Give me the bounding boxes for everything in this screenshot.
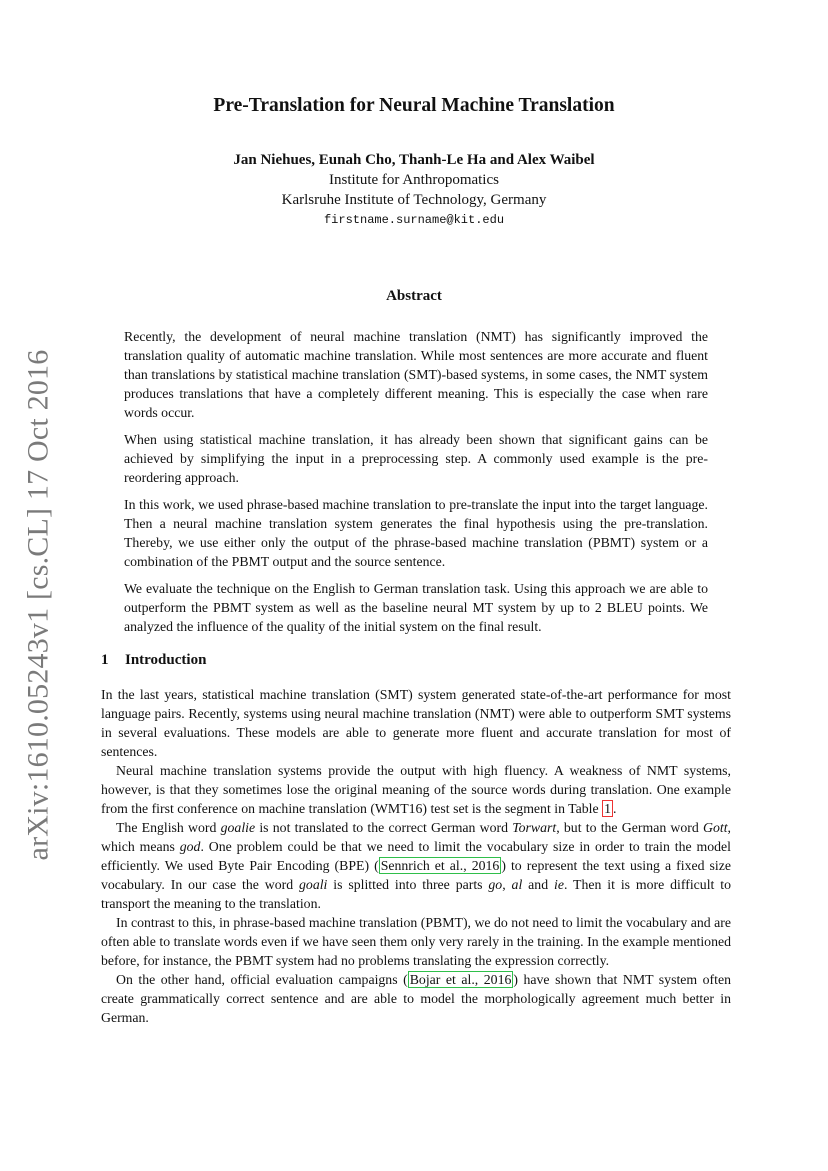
intro-paragraph-3 xyxy=(101,818,731,913)
term-gott: Gott xyxy=(703,820,728,835)
abstract-paragraph-3: In this work, we used phrase-based machine translation to pre-translate the input into the target language. Then a neural machine translation system generates the final hypothesis using the pre-translation. Thereby, we use either only the output of the phrase-based machine translation (PBMT) system or a combination of the PBMT output and the source sentence. xyxy=(124,497,708,569)
text-span: Neural machine translation systems provide the output with high fluency. A weakness of NMT systems, however, is that they sometimes lose the original meaning of the source words during translation. One example from the first conference on machine translation (WMT16) test set is the segment in Table xyxy=(101,763,731,816)
term-goali: goali xyxy=(299,877,328,892)
section-title: Introduction xyxy=(125,652,207,668)
text-span: . Then it is more difficult to transport the meaning to the translation. xyxy=(101,877,731,911)
text-span: , which means xyxy=(101,820,731,854)
term-goalie: goalie xyxy=(220,820,256,835)
text-span: The English word xyxy=(116,820,221,835)
abstract-body xyxy=(124,327,708,636)
text-span: On the other hand, official evaluation campaigns ( xyxy=(116,972,408,987)
term-god: god xyxy=(179,839,201,854)
table-reference-link[interactable]: 1 xyxy=(604,801,611,816)
term-torwart: Torwart xyxy=(512,820,557,835)
author-names: Jan Niehues, Eunah Cho, Thanh-Le Ha and Alex Waibel xyxy=(233,152,595,168)
abstract-paragraph-1: Recently, the development of neural machine translation (NMT) has significantly improved the translation quality of automatic machine translation. While most sentences are more accurate and fluent than translations by statistical machine translation (SMT)-based systems, in some cases, the NMT system produces translations that have a completely different meaning. This is especially the case when rare words occur. xyxy=(124,329,708,420)
paper-title: Pre-Translation for Neural Machine Translation xyxy=(213,95,615,116)
intro-paragraph-1: In the last years, statistical machine translation (SMT) system generated state-of-the-art performance for most language pairs. Recently, systems using neural machine translation (NMT) were able to outperform SMT systems in several evaluations. These models are able to generate more fluent and accurate translation for most of sentences. xyxy=(101,687,731,759)
term-al: al xyxy=(511,877,523,892)
abstract-heading: Abstract xyxy=(386,288,442,304)
intro-paragraph-4: In contrast to this, in phrase-based machine translation (PBMT), we do not need to limit the vocabulary and are often able to translate words even if we have seen them only very rarely in the training. In the example mentioned before, for instance, the PBMT system had no problems translating the expression correctly. xyxy=(101,915,731,968)
arxiv-identifier-stamp xyxy=(20,349,56,861)
author-block xyxy=(0,150,828,230)
text-span: . xyxy=(612,801,617,816)
section-number: 1 xyxy=(101,652,109,668)
text-span: . One problem could be that we need to limit the vocabulary size in order to train the model efficiently. We used Byte Pair Encoding (BPE) ( xyxy=(101,839,731,873)
author-university: Karlsruhe Institute of Technology, Germany xyxy=(281,192,547,208)
text-span: , but to the German word xyxy=(556,820,704,835)
author-email: firstname.surname@kit.edu xyxy=(323,213,505,227)
term-go: go xyxy=(488,877,503,892)
abstract-paragraph-2: When using statistical machine translation, it has already been shown that significant gains can be achieved by simplifying the input in a preprocessing step. A commonly used example is the pre-reordering approach. xyxy=(124,432,708,485)
text-span: is not translated to the correct German word xyxy=(255,820,513,835)
introduction-body xyxy=(101,685,731,1027)
section-heading-introduction xyxy=(101,652,206,669)
abstract-paragraph-4: We evaluate the technique on the English to German translation task. Using this approach we are able to outperform the PBMT system as well as the baseline neural MT system by up to 2 BLEU points. We analyzed the influence of the quality of the initial system on the final result. xyxy=(124,581,708,634)
citation-link-bojar[interactable]: Bojar et al., 2016 xyxy=(409,972,512,987)
citation-link-sennrich[interactable]: Sennrich et al., 2016 xyxy=(380,858,500,873)
intro-paragraph-5 xyxy=(101,970,731,1027)
text-span: and xyxy=(522,877,554,892)
text-span: is splitted into three parts xyxy=(327,877,489,892)
text-span: ) to represent the text using a fixed size vocabulary. In our case the word xyxy=(101,858,732,892)
text-span: , xyxy=(502,877,512,892)
intro-paragraph-2 xyxy=(101,761,731,818)
text-span: ) have shown that NMT system often create grammatically correct sentence and are able to model the morphologically agreement much better in German. xyxy=(101,972,732,1025)
author-institute: Institute for Anthropomatics xyxy=(329,172,499,188)
term-ie: ie xyxy=(553,877,564,892)
arxiv-identifier-text: arXiv:1610.05243v1 [cs.CL] 17 Oct 2016 xyxy=(21,349,54,861)
